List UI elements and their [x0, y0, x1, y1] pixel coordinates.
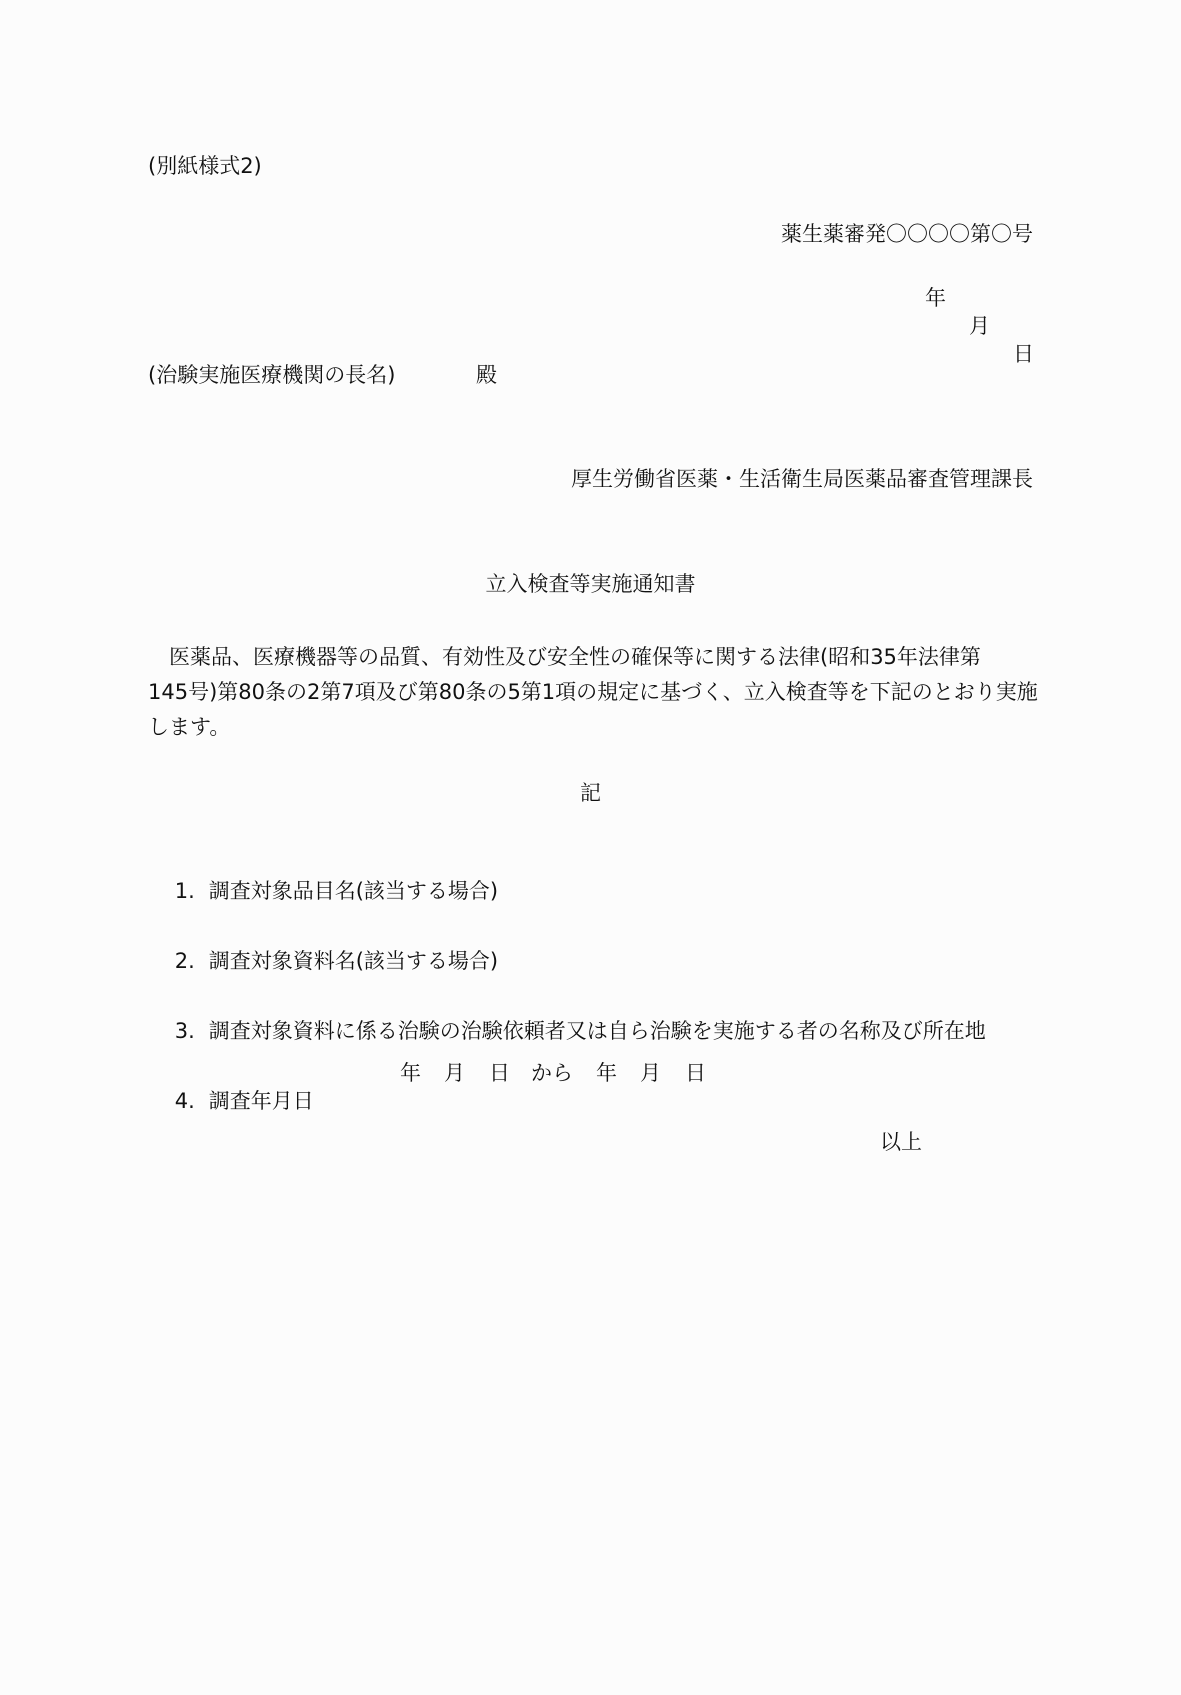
closing-mark: 以上 [880, 1130, 922, 1154]
from-month-label: 月 [444, 1061, 465, 1085]
from-year-label: 年 [400, 1061, 421, 1085]
addressee: (治験実施医療機関の長名) [148, 363, 396, 387]
date-year-label: 年 [925, 286, 946, 310]
document-title: 立入検査等実施通知書 [485, 572, 696, 596]
issue-date [925, 256, 1035, 366]
sender: 厚生労働省医薬・生活衛生局医薬品審査管理課長 [571, 467, 1033, 491]
survey-period [400, 1059, 720, 1087]
period-connector: から [531, 1061, 573, 1085]
item-label: 調査対象資料に係る治験の治験依頼者又は自ら治験を実施する者の名称及び所在地 [208, 1019, 986, 1043]
body-paragraph [148, 640, 1038, 745]
item-label: 調査対象資料名(該当する場合) [208, 949, 499, 973]
list-item [148, 1059, 314, 1143]
to-day-label: 日 [685, 1061, 706, 1085]
to-month-label: 月 [640, 1061, 661, 1085]
item-label: 調査対象品目名(該当する場合) [208, 879, 499, 903]
date-month-label: 月 [969, 314, 990, 338]
from-day-label: 日 [489, 1061, 510, 1085]
item-label: 調査年月日 [208, 1089, 314, 1113]
reference-number: 薬生薬審発〇〇〇〇第〇号 [781, 222, 1033, 246]
item-number: 1. [174, 879, 195, 903]
item-number: 3. [174, 1019, 195, 1043]
honorific: 殿 [476, 363, 497, 387]
form-label: (別紙様式2) [148, 154, 262, 178]
body-line: 医薬品、医療機器等の品質、有効性及び安全性の確保等に関する法律(昭和35年法律第 [148, 645, 981, 669]
ki-label: 記 [580, 781, 601, 805]
item-number: 2. [174, 949, 195, 973]
body-line: 145号)第80条の2第7項及び第80条の5第1項の規定に基づく、立入検査等を下記のとおり実施 [148, 680, 1038, 704]
date-day-label: 日 [1013, 342, 1034, 366]
body-line: します。 [148, 715, 231, 739]
to-year-label: 年 [596, 1061, 617, 1085]
item-number: 4. [174, 1089, 195, 1113]
